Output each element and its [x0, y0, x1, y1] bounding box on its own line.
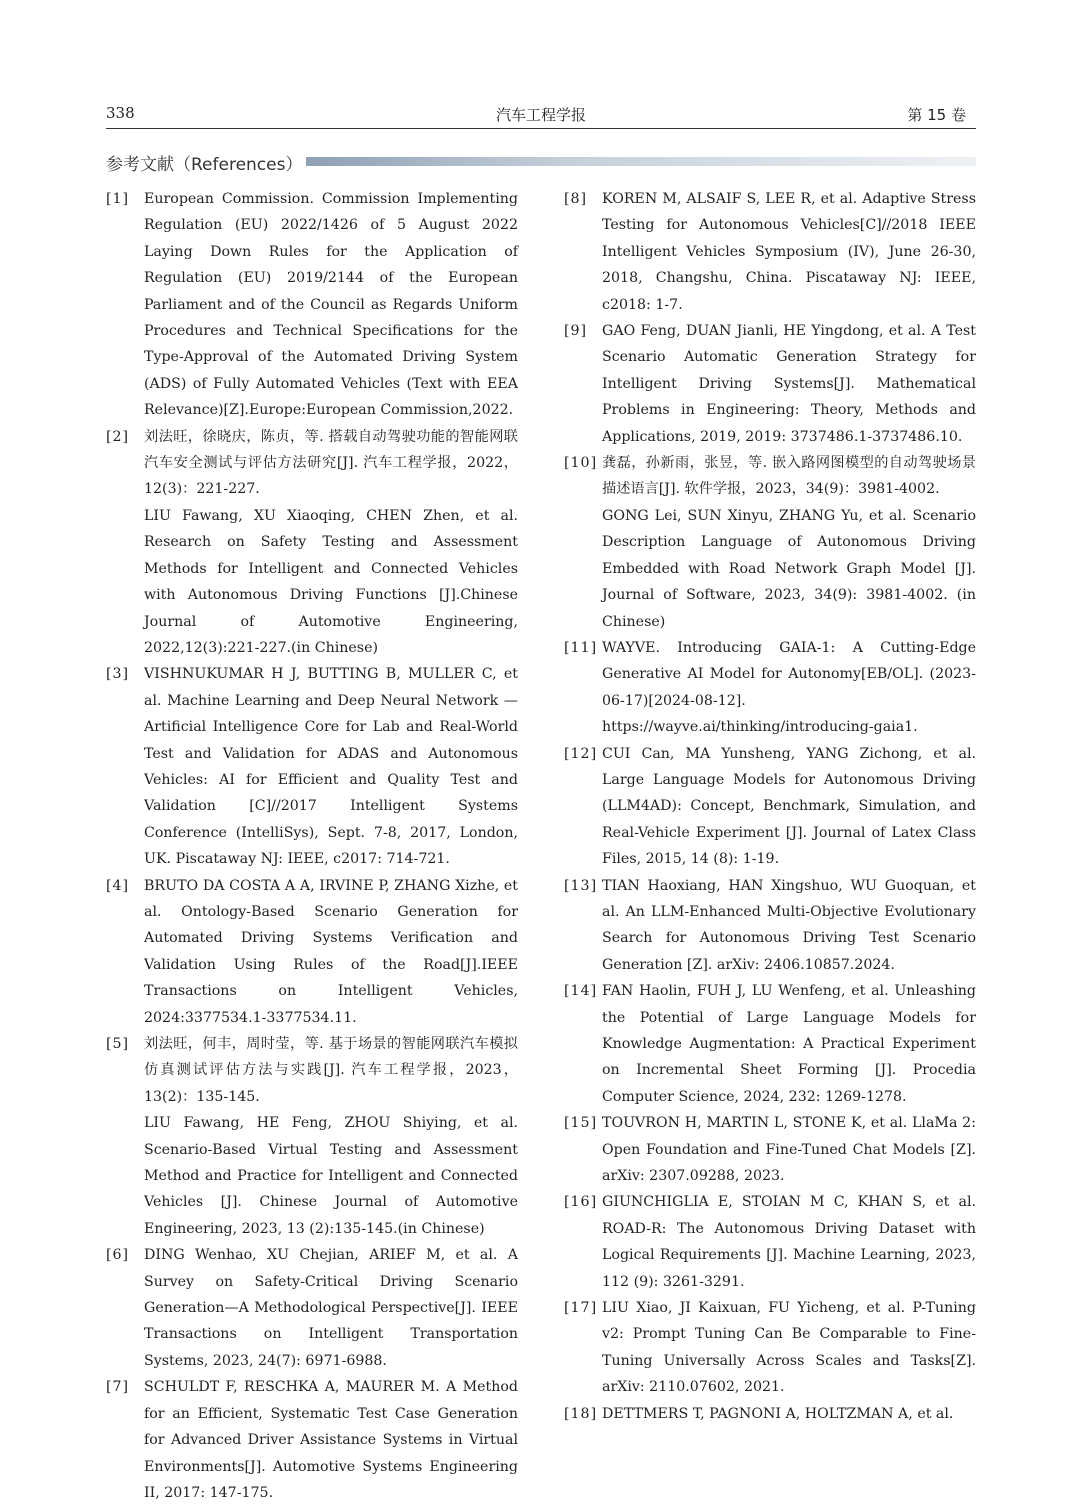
- reference-item: [106, 186, 518, 424]
- reference-number: [7]: [106, 1379, 130, 1396]
- reference-number: [18]: [564, 1405, 598, 1422]
- heading-decor-bar: [306, 157, 976, 166]
- reference-number: [17]: [564, 1300, 598, 1317]
- reference-text: European Commission. Commission Implementing Regulation (EU) 2022/1426 of 5 August 2022 Laying Down Rules for the Application of Regulation (EU) 2019/2144 of the European Parliament and of the Council as Regards Uniform Procedures and Technical Specifications for the Type-Approval of the Automated Driving System (ADS) of Fully Automated Vehicles (Text with EEA Relevance)[Z].Europe:European Commission,2022.: [144, 191, 518, 419]
- reference-number: [3]: [106, 666, 130, 683]
- reference-item: [564, 741, 976, 873]
- references-column-left: [106, 186, 518, 1506]
- reference-text: SCHULDT F, RESCHKA A, MAURER M. A Method for an Efficient, Systematic Test Case Generation for Advanced Driver Assistance Systems in Virtual Environments[J]. Automotive Systems Engineering II, 2017: 147-175.: [144, 1379, 518, 1501]
- reference-number: [10]: [564, 455, 598, 472]
- reference-translation: GONG Lei, SUN Xinyu, ZHANG Yu, et al. Scenario Description Language of Autonomous Driving Embedded with Road Network Graph Model [J]. Journal of Software, 2023, 34(9): 3981-4002. (in Chinese): [602, 507, 976, 630]
- reference-text: WAYVE. Introducing GAIA-1: A Cutting-Edge Generative AI Model for Autonomy[EB/OL]. (2023-06-17)[2024-08-12]. https://wayve.ai/thinking/introducing-gaia1.: [602, 639, 976, 736]
- reference-item: [564, 978, 976, 1110]
- reference-item: [106, 1374, 518, 1506]
- reference-text: CUI Can, MA Yunsheng, YANG Zichong, et al. Large Language Models for Autonomous Driving (LLM4AD): Concept, Benchmark, Simulation, and Real-Vehicle Experiment [J]. Journal of Latex Class Files, 2015, 14 (8): 1-19.: [602, 745, 976, 868]
- reference-item: [564, 873, 976, 979]
- reference-text: LIU Xiao, JI Kaixuan, FU Yicheng, et al. P-Tuning v2: Prompt Tuning Can Be Comparable to Fine-Tuning Universally Across Scales and Tasks[Z]. arXiv: 2110.07602, 2021.: [602, 1300, 976, 1396]
- reference-item: [564, 450, 976, 635]
- reference-number: [9]: [564, 323, 588, 340]
- reference-text: 龚磊，孙新雨，张昱，等. 嵌入路网图模型的自动驾驶场景描述语言[J]. 软件学报，2023，34(9)：3981-4002.: [602, 455, 976, 498]
- reference-item: [564, 1401, 976, 1427]
- reference-text: BRUTO DA COSTA A A, IRVINE P, ZHANG Xizhe, et al. Ontology-Based Scenario Generation for Automated Driving Systems Verification and Validation Using Rules of the Road[J].IEEE Transactions on Intelligent Vehicles, 2024:3377534.1-3377534.11.: [144, 877, 518, 1026]
- reference-number: [11]: [564, 639, 598, 656]
- reference-item: [564, 318, 976, 450]
- reference-number: [4]: [106, 877, 130, 894]
- reference-text: TIAN Haoxiang, HAN Xingshuo, WU Guoquan, et al. An LLM-Enhanced Multi-Objective Evolutionary Search for Autonomous Driving Test Scenario Generation [Z]. arXiv: 2406.10857.2024.: [602, 877, 976, 973]
- references-column-right: [564, 186, 976, 1427]
- reference-text: FAN Haolin, FUH J, LU Wenfeng, et al. Unleashing the Potential of Large Language Models for Knowledge Augmentation: A Practical Experiment on Incremental Sheet Forming [J]. Procedia Computer Science, 2024, 232: 1269-1278.: [602, 983, 976, 1105]
- reference-text: DING Wenhao, XU Chejian, ARIEF M, et al. A Survey on Safety-Critical Driving Scenario Generation—A Methodological Perspective[J]. IEEE Transactions on Intelligent Transportation Systems, 2023, 24(7): 6971-6988.: [144, 1247, 518, 1369]
- reference-item: [564, 186, 976, 318]
- reference-number: [15]: [564, 1115, 598, 1132]
- references-heading: 参考文献（References）: [106, 155, 303, 175]
- reference-text: TOUVRON H, MARTIN L, STONE K, et al. LlaMa 2: Open Foundation and Fine-Tuned Chat Models [Z]. arXiv: 2307.09288, 2023.: [602, 1115, 976, 1185]
- reference-number: [12]: [564, 745, 598, 762]
- reference-number: [8]: [564, 191, 588, 207]
- reference-number: [14]: [564, 983, 598, 1000]
- reference-translation: LIU Fawang, XU Xiaoqing, CHEN Zhen, et al. Research on Safety Testing and Assessment Methods for Intelligent and Connected Vehicles with Autonomous Driving Functions [J].Chinese Journal of Automotive Engineering, 2022,12(3):221-227.(in Chinese): [144, 507, 518, 656]
- reference-item: [106, 873, 518, 1031]
- reference-text: GAO Feng, DUAN Jianli, HE Yingdong, et al. A Test Scenario Automatic Generation Strategy for Intelligent Driving Systems[J]. Mathematical Problems in Engineering: Theory, Methods and Applications, 2019, 2019: 3737486.1-3737486.10.: [602, 323, 976, 445]
- reference-item: [564, 1189, 976, 1295]
- reference-item: [106, 424, 518, 662]
- journal-title: 汽车工程学报: [495, 106, 586, 124]
- reference-item: [564, 635, 976, 741]
- reference-text: 刘法旺，徐晓庆，陈贞，等. 搭载自动驾驶功能的智能网联汽车安全测试与评估方法研究[J]. 汽车工程学报，2022，12(3)：221-227.: [144, 428, 518, 498]
- reference-number: [1]: [106, 191, 130, 207]
- reference-number: [16]: [564, 1194, 598, 1211]
- reference-translation: LIU Fawang, HE Feng, ZHOU Shiying, et al. Scenario-Based Virtual Testing and Assessment Method and Practice for Intelligent and Connected Vehicles [J]. Chinese Journal of Automotive Engineering, 2023, 13 (2):135-145.(in Chinese): [144, 1115, 518, 1237]
- page-number: 338: [106, 104, 135, 122]
- reference-number: [5]: [106, 1036, 130, 1052]
- reference-number: [2]: [106, 428, 130, 445]
- reference-item: [564, 1110, 976, 1189]
- running-header: [106, 100, 976, 129]
- reference-text: GIUNCHIGLIA E, STOIAN M C, KHAN S, et al. ROAD-R: The Autonomous Driving Dataset with Logical Requirements [J]. Machine Learning, 2023, 112 (9): 3261-3291.: [602, 1194, 976, 1290]
- volume-label: 第 15 卷: [907, 106, 966, 124]
- reference-text: DETTMERS T, PAGNONI A, HOLTZMAN A, et al.: [602, 1405, 954, 1422]
- reference-number: [13]: [564, 877, 598, 894]
- reference-text: KOREN M, ALSAIF S, LEE R, et al. Adaptive Stress Testing for Autonomous Vehicles[C]//2018 IEEE Intelligent Vehicles Symposium (IV), June 26-30, 2018, Changshu, China. Piscataway NJ: IEEE, c2018: 1-7.: [602, 191, 976, 313]
- reference-text: VISHNUKUMAR H J, BUTTING B, MULLER C, et al. Machine Learning and Deep Neural Network — Artificial Intelligence Core for Lab and Real-World Test and Validation for ADAS and Autonomous Vehicles: AI for Efficient and Quality Test and Validation [C]//2017 Intelligent Systems Conference (IntelliSys), Sept. 7-8, 2017, London, UK. Piscataway NJ: IEEE, c2017: 714-721.: [144, 666, 518, 868]
- reference-item: [564, 1295, 976, 1401]
- reference-item: [106, 1242, 518, 1374]
- reference-text: 刘法旺，何丰，周时莹，等. 基于场景的智能网联汽车模拟仿真测试评估方法与实践[J]. 汽车工程学报，2023，13(2)：135-145.: [144, 1036, 518, 1105]
- reference-number: [6]: [106, 1247, 130, 1264]
- reference-item: [106, 661, 518, 872]
- reference-item: [106, 1031, 518, 1242]
